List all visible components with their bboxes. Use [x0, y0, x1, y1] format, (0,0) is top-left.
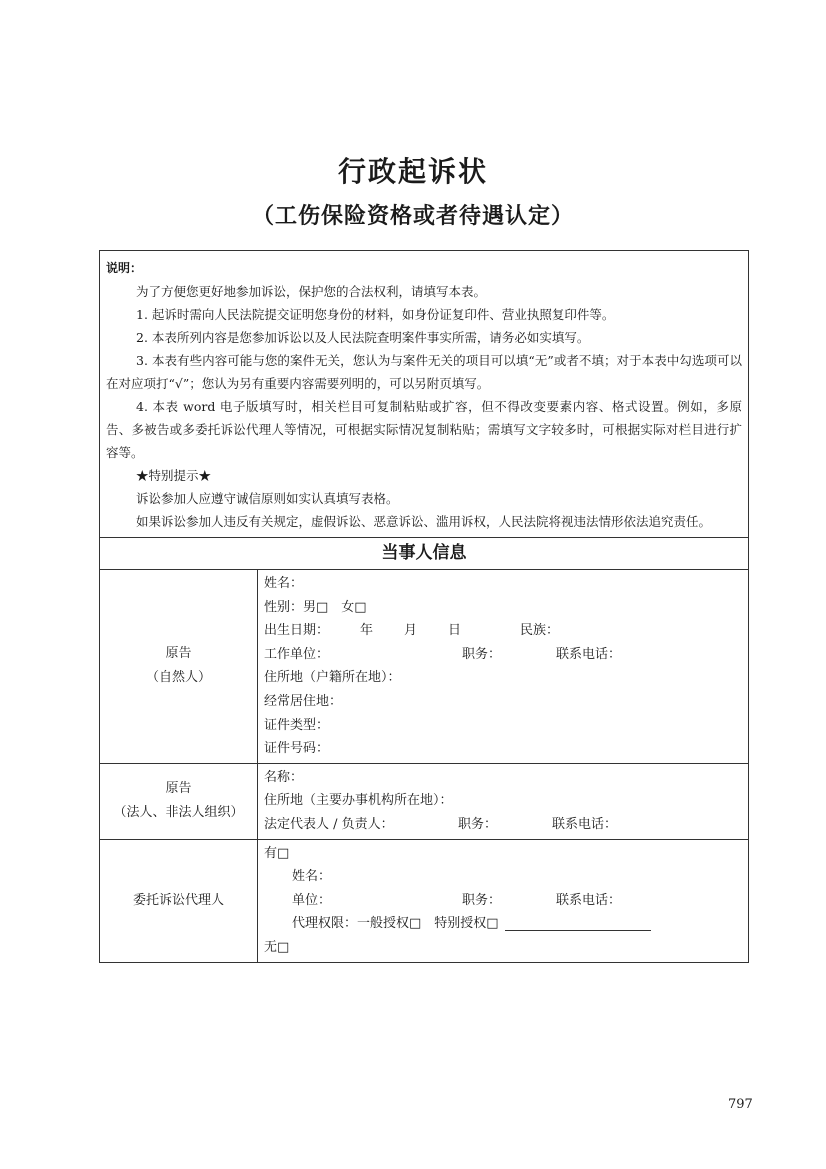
agent-phone-field[interactable]: 联系电话： — [556, 892, 622, 908]
agent-yes-checkbox[interactable]: 有□ — [264, 845, 290, 861]
agent-unit-line — [264, 889, 742, 913]
instruction-item-1: 1. 起诉时需向人民法院提交证明您身份的材料，如身份证复印件、营业执照复印件等。 — [136, 307, 615, 322]
complaint-form — [99, 250, 749, 963]
id-number-field[interactable]: 证件号码： — [264, 741, 330, 757]
plaintiff-label: 原告 — [165, 646, 192, 662]
instructions-section — [100, 251, 748, 538]
org-domicile-field[interactable]: 住所地（主要办事机构所在地）： — [264, 793, 453, 809]
instruction-item-4: 4. 本表 word 电子版填写时，相关栏目可复制粘贴或扩容，但不得改变要素内容、格式设置。例如，多原告、多被告或多委托诉讼代理人等情况，可根据实际情况复制粘贴；需填写文字较多时，可根据实际对栏目进行扩容等。 — [106, 399, 742, 460]
org-phone-field[interactable]: 联系电话： — [552, 816, 618, 832]
phone-field[interactable]: 联系电话： — [556, 646, 622, 662]
agent-unit-field[interactable]: 单位： — [292, 892, 332, 908]
document-subtitle: （工伤保险资格或者待遇认定） — [251, 204, 574, 229]
plaintiff-organization-label — [100, 764, 258, 839]
ethnicity-field[interactable]: 民族： — [520, 623, 560, 639]
organization-label: （法人、非法人组织） — [113, 805, 244, 821]
agent-label: 委托诉讼代理人 — [100, 840, 258, 962]
party-info-heading: 当事人信息 — [100, 538, 748, 570]
agent-fields — [258, 840, 748, 962]
domicile-field[interactable]: 住所地（户籍所在地）： — [264, 670, 401, 686]
plaintiff-natural-person-label — [100, 570, 258, 763]
plaintiff-organization-fields — [258, 764, 748, 839]
agent-row — [100, 840, 748, 962]
birth-date-field[interactable]: 出生日期： — [264, 623, 330, 639]
agent-name-field[interactable]: 姓名： — [292, 869, 332, 885]
page-number: 797 — [728, 1097, 753, 1112]
special-notice-heading: ★特别提示★ — [136, 468, 212, 483]
instructions-heading: 说明： — [106, 261, 143, 275]
special-notice-2: 如果诉讼参加人违反有关规定，虚假诉讼、恶意诉讼、滥用诉权，人民法院将视违法情形依法追究责任。 — [136, 514, 712, 529]
agent-no-checkbox[interactable]: 无□ — [264, 939, 290, 955]
plaintiff-label: 原告 — [165, 781, 192, 797]
birth-year-label: 年 — [360, 623, 374, 639]
birth-ethnicity-line — [264, 619, 742, 643]
agent-authority-line — [264, 912, 742, 936]
agent-authority-options[interactable]: 代理权限：一般授权□ 特别授权□ — [292, 916, 499, 932]
instruction-item-3: 3. 本表有些内容可能与您的案件无关，您认为与案件无关的项目可以填“无”或者不填；对于本表中勾选项可以在对应项打“√”；您认为另有重要内容需要列明的，可以另附页填写。 — [106, 353, 742, 391]
workplace-line — [264, 643, 742, 667]
org-name-field[interactable]: 名称： — [264, 769, 304, 785]
instruction-item-2: 2. 本表所列内容是您参加诉讼以及人民法院查明案件事实所需，请务必如实填写。 — [136, 330, 590, 345]
org-position-field[interactable]: 职务： — [458, 816, 498, 832]
residence-field[interactable]: 经常居住地： — [264, 693, 343, 709]
gender-field[interactable]: 性别：男□ 女□ — [264, 599, 367, 615]
id-type-field[interactable]: 证件类型： — [264, 717, 330, 733]
position-field[interactable]: 职务： — [462, 646, 502, 662]
workplace-field[interactable]: 工作单位： — [264, 646, 330, 662]
agent-position-field[interactable]: 职务： — [462, 892, 502, 908]
plaintiff-natural-person-row — [100, 570, 748, 764]
representative-field[interactable]: 法定代表人 / 负责人： — [264, 816, 394, 832]
name-field[interactable]: 姓名： — [264, 576, 304, 591]
plaintiff-natural-person-fields — [258, 570, 748, 763]
special-notice-1: 诉讼参加人应遵守诚信原则如实认真填写表格。 — [136, 491, 399, 506]
birth-day-label: 日 — [448, 623, 462, 639]
plaintiff-organization-row — [100, 764, 748, 840]
instructions-intro: 为了方便您更好地参加诉讼，保护您的合法权利，请填写本表。 — [136, 284, 487, 299]
birth-month-label: 月 — [404, 623, 418, 639]
representative-line — [264, 813, 742, 837]
natural-person-label: （自然人） — [145, 670, 211, 686]
special-authority-blank[interactable] — [505, 916, 651, 931]
document-title: 行政起诉状 — [337, 155, 488, 188]
